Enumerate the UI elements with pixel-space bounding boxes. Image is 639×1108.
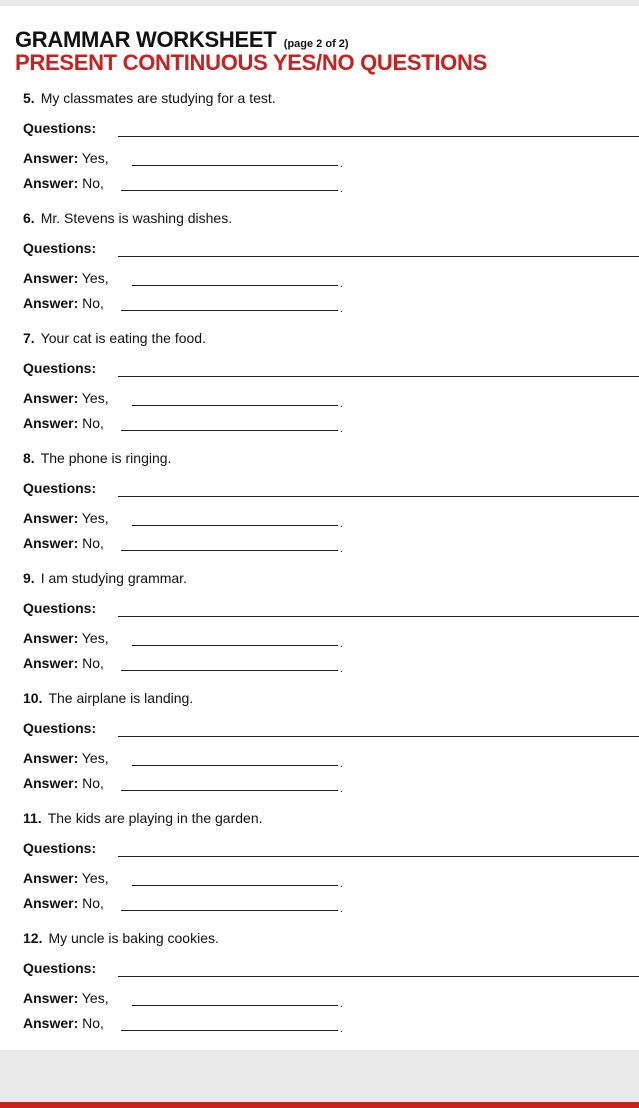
exercise-sentence: Mr. Stevens is washing dishes. [40, 210, 233, 226]
exercise-number: 6. [23, 210, 35, 226]
no-answer-label: Answer: No, [23, 1015, 104, 1031]
no-answer-label: Answer: No, [23, 535, 104, 551]
exercise-item [0, 330, 639, 450]
yes-answer-period: . [340, 399, 343, 410]
yes-answer-period: . [340, 639, 343, 650]
question-answer-line[interactable] [118, 616, 639, 617]
page-indicator: (page 2 of 2) [283, 38, 349, 50]
exercise-item [0, 210, 639, 330]
no-answer-period: . [340, 1024, 343, 1035]
exercise-prompt [23, 810, 263, 826]
question-answer-line[interactable] [118, 376, 639, 377]
yes-answer-label: Answer: Yes, [23, 150, 109, 166]
exercise-prompt [23, 690, 193, 706]
question-answer-line[interactable] [118, 136, 639, 137]
exercise-item [0, 930, 639, 1050]
yes-answer-period: . [340, 159, 343, 170]
yes-answer-label: Answer: Yes, [23, 390, 109, 406]
no-answer-period: . [340, 544, 343, 555]
footer-accent-bar [0, 1102, 639, 1108]
yes-answer-label: Answer: Yes, [23, 510, 109, 526]
no-answer-period: . [340, 904, 343, 915]
title-text: GRAMMAR WORKSHEET [15, 27, 277, 52]
question-label: Questions: [23, 840, 97, 856]
exercise-number: 7. [23, 330, 35, 346]
no-answer-line[interactable] [121, 550, 338, 551]
exercise-sentence: The airplane is landing. [48, 690, 194, 706]
yes-answer-line[interactable] [132, 165, 338, 166]
no-answer-period: . [340, 784, 343, 795]
yes-answer-label: Answer: Yes, [23, 270, 109, 286]
exercise-sentence: My uncle is baking cookies. [48, 930, 219, 946]
question-label: Questions: [23, 120, 97, 136]
worksheet-page [0, 6, 639, 1050]
yes-answer-line[interactable] [132, 525, 338, 526]
question-answer-line[interactable] [118, 496, 639, 497]
question-answer-line[interactable] [118, 976, 639, 977]
yes-answer-line[interactable] [132, 285, 338, 286]
exercise-number: 8. [23, 450, 35, 466]
question-answer-line[interactable] [118, 256, 639, 257]
no-answer-label: Answer: No, [23, 775, 104, 791]
exercise-item [0, 570, 639, 690]
exercise-sentence: The phone is ringing. [40, 450, 172, 466]
yes-answer-period: . [340, 519, 343, 530]
exercise-number: 9. [23, 570, 35, 586]
yes-answer-label: Answer: Yes, [23, 630, 109, 646]
exercise-number: 12. [23, 930, 43, 946]
yes-answer-line[interactable] [132, 885, 338, 886]
no-answer-label: Answer: No, [23, 295, 104, 311]
no-answer-line[interactable] [121, 430, 338, 431]
exercise-item [0, 810, 639, 930]
no-answer-line[interactable] [121, 310, 338, 311]
exercise-number: 5. [23, 90, 35, 106]
yes-answer-line[interactable] [132, 405, 338, 406]
no-answer-period: . [340, 184, 343, 195]
exercise-sentence: My classmates are studying for a test. [40, 90, 276, 106]
no-answer-label: Answer: No, [23, 655, 104, 671]
exercise-number: 11. [23, 810, 42, 826]
worksheet-subtitle: PRESENT CONTINUOUS YES/NO QUESTIONS [15, 50, 487, 75]
yes-answer-label: Answer: Yes, [23, 990, 109, 1006]
no-answer-period: . [340, 664, 343, 675]
yes-answer-period: . [340, 279, 343, 290]
no-answer-line[interactable] [121, 1030, 338, 1031]
exercise-item [0, 690, 639, 810]
no-answer-line[interactable] [121, 190, 338, 191]
yes-answer-line[interactable] [132, 1005, 338, 1006]
exercise-prompt [23, 330, 206, 346]
question-answer-line[interactable] [118, 736, 639, 737]
yes-answer-label: Answer: Yes, [23, 870, 109, 886]
question-label: Questions: [23, 480, 97, 496]
yes-answer-line[interactable] [132, 765, 338, 766]
yes-answer-period: . [340, 999, 343, 1010]
exercise-prompt [23, 450, 171, 466]
no-answer-label: Answer: No, [23, 895, 104, 911]
no-answer-line[interactable] [121, 670, 338, 671]
exercise-number: 10. [23, 690, 43, 706]
exercise-sentence: I am studying grammar. [40, 570, 187, 586]
yes-answer-period: . [340, 879, 343, 890]
question-label: Questions: [23, 960, 97, 976]
no-answer-period: . [340, 304, 343, 315]
exercise-prompt [23, 570, 187, 586]
question-answer-line[interactable] [118, 856, 639, 857]
no-answer-label: Answer: No, [23, 415, 104, 431]
exercise-prompt [23, 930, 219, 946]
no-answer-line[interactable] [121, 910, 338, 911]
exercise-item [0, 90, 639, 210]
question-label: Questions: [23, 720, 97, 736]
exercise-item [0, 450, 639, 570]
no-answer-period: . [340, 424, 343, 435]
exercise-sentence: Your cat is eating the food. [40, 330, 206, 346]
exercise-prompt [23, 210, 232, 226]
yes-answer-period: . [340, 759, 343, 770]
yes-answer-line[interactable] [132, 645, 338, 646]
exercise-sentence: The kids are playing in the garden. [47, 810, 263, 826]
yes-answer-label: Answer: Yes, [23, 750, 109, 766]
question-label: Questions: [23, 240, 97, 256]
question-label: Questions: [23, 600, 97, 616]
no-answer-line[interactable] [121, 790, 338, 791]
question-label: Questions: [23, 360, 97, 376]
no-answer-label: Answer: No, [23, 175, 104, 191]
exercise-prompt [23, 90, 276, 106]
